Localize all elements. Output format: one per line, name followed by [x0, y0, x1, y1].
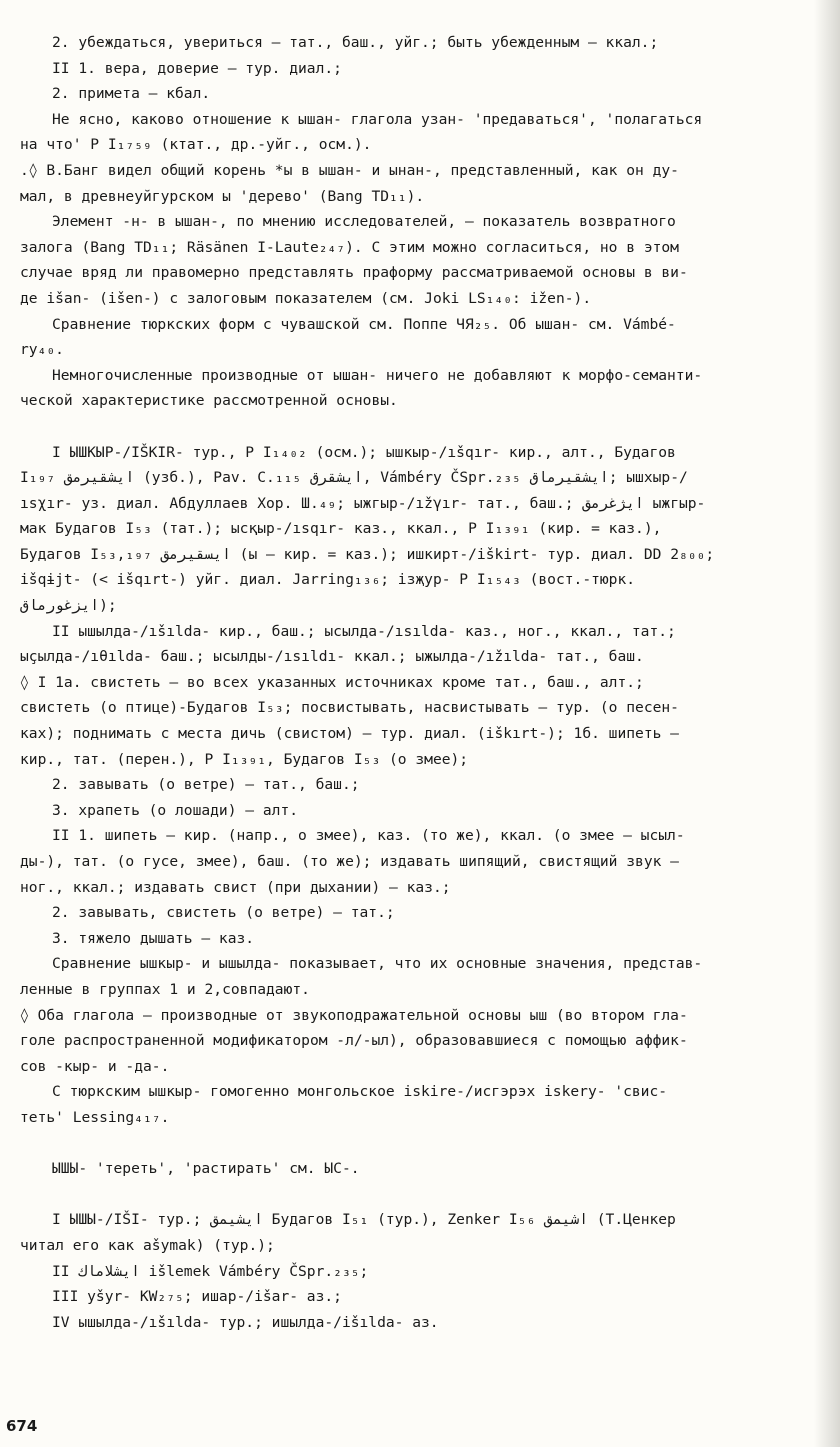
text-line: случае вряд ли правомерно представлять праформу рассматриваемой основы в ви-: [20, 264, 688, 282]
text-line: Сравнение тюркских форм с чувашской см. Поппе ЧЯ₂₅. Об ышан- см. Vámbé-: [52, 315, 676, 333]
text-line: 3. тяжело дышать – каз.: [52, 929, 255, 947]
text-line: ایزغورماق);: [20, 597, 117, 615]
text-line: Будагов I₅₃,₁₉₇ ایسقیرمق (ы – кир. = каз.); ишкирт-/iškirt- тур. диал. DD 2₈₀₀;: [20, 545, 715, 563]
text-line: III yšyr- KW₂₇₅; ишар-/išar- аз.;: [52, 1288, 342, 1306]
page-body: [20, 30, 820, 1335]
text-line: читал его как ašymak) (тур.);: [20, 1236, 275, 1254]
text-line: мал, в древнеуйгурском ы 'дерево' (Bang TD₁₁).: [20, 187, 425, 205]
text-line: I₁₉₇ ایشقیرمق (узб.), Pav. C.₁₁₅ ایشقرق, Vámbéry ČSpr.₂₃₅ ایشقیرماق; ышхыр-/: [20, 469, 688, 487]
text-line: II ایشلاماك išlemek Vámbéry ČSpr.₂₃₅;: [52, 1262, 369, 1280]
text-line: 2. убеждаться, увериться – тат., баш., уйг.; быть убежденным – ккал.;: [52, 34, 659, 51]
text-line: ках); поднимать с места дичь (свистом) – тур. диал. (iškırt-); 1б. шипеть –: [20, 725, 679, 743]
text-line: Сравнение ышкыр- и ышылда- показывает, что их основные значения, представ-: [52, 955, 703, 973]
text-line: на что' Р I₁₇₅₉ (ктат., др.-уйг., осм.).: [20, 136, 372, 154]
blank-line: [20, 1182, 820, 1208]
text-line: I ЫШЫ-/IŠI- тур.; ایشیمق Будагов I₅₁ (тур.), Zenker I₅₆ اشیمق (Т.Ценкер: [52, 1211, 676, 1229]
text-line: I ЫШКЫР-/IŠKIR- тур., Р I₁₄₀₂ (осм.); ышкыр-/ıšqır- кир., алт., Будагов: [52, 443, 676, 461]
blank-line: [20, 414, 820, 440]
text-line: 2. примета – кбал.: [52, 85, 211, 103]
text-line: де išan- (išen-) с залоговым показателем (см. Joki LS₁₄₀: ižen-).: [20, 289, 592, 307]
text-line: II ышылда-/ıšılda- кир., баш.; ысылда-/ısılda- каз., ног., ккал., тат.;: [52, 622, 676, 640]
text-line: теть' Lessing₄₁₇.: [20, 1108, 170, 1126]
page-number: 674: [6, 1417, 38, 1435]
text-line: ısχır- уз. диал. Абдуллаев Хор. Ш.₄₉; ыжгыр-/ıžγır- тат., баш.; ایژغرمق ыжгыр-: [20, 494, 706, 512]
text-line: голе распространенной модификатором -л/-ыл), образовавшиеся с помощью аффик-: [20, 1032, 688, 1050]
text-line: Не ясно, каково отношение к ышан- глагола узан- 'предаваться', 'полагаться: [52, 110, 703, 128]
text-line: .◊ В.Банг видел общий корень *ы в ышан- и ынан-, представленный, как он ду-: [20, 161, 679, 179]
text-line: Немногочисленные производные от ышан- ничего не добавляют к морфо-семанти-: [52, 366, 703, 384]
text-line: сов -кыр- и -да-.: [20, 1057, 170, 1075]
text-line: 3. храпеть (о лошади) – алт.: [52, 801, 299, 819]
text-line: залога (Bang TD₁₁; Räsänen I-Laute₂₄₇). С этим можно согласиться, но в этом: [20, 238, 679, 256]
text-line: ыҫылда-/ıθılda- баш.; ысылды-/ısıldı- ккал.; ыжылда-/ıžılda- тат., баш.: [20, 648, 644, 666]
text-line: ЫШЫ- 'тереть', 'растирать' см. ЫС-.: [52, 1160, 360, 1178]
text-line: кир., тат. (перен.), Р I₁₃₉₁, Будагов I₅₃ (о змее);: [20, 750, 469, 768]
text-line: 2. завывать, свистеть (о ветре) – тат.;: [52, 904, 395, 922]
text-line: мак Будагов I₅₃ (тат.); ысқыр-/ısqır- каз., ккал., Р I₁₃₉₁ (кир. = каз.),: [20, 520, 662, 538]
text-line: II 1. вера, доверие – тур. диал.;: [52, 59, 342, 77]
text-line: С тюркским ышкыр- гомогенно монгольское iskire-/исгэрэх iskery- 'свис-: [52, 1083, 668, 1101]
text-line: ◊ I 1а. свистеть – во всех указанных источниках кроме тат., баш., алт.;: [20, 673, 644, 691]
text-line: II 1. шипеть – кир. (напр., о змее), каз. (то же), ккал. (о змее – ысыл-: [52, 827, 685, 845]
text-line: ног., ккал.; издавать свист (при дыхании) – каз.;: [20, 878, 451, 896]
text-line: ды-), тат. (о гусе, змее), баш. (то же); издавать шипящий, свистящий звук –: [20, 853, 679, 870]
text-line: ленные в группах 1 и 2,совпадают.: [20, 980, 310, 998]
text-line: свистеть (о птице)-Будагов I₅₃; посвистывать, насвистывать – тур. (о песен-: [20, 699, 679, 717]
blank-line: [20, 1131, 820, 1157]
text-line: ry₄₀.: [20, 341, 64, 359]
text-line: ческой характеристике рассмотренной основы.: [20, 392, 398, 410]
text-line: Элемент -н- в ышан-, по мнению исследователей, – показатель возвратного: [52, 213, 676, 231]
text-line: 2. завывать (о ветре) – тат., баш.;: [52, 776, 360, 794]
text-line: IV ышылда-/ıšılda- тур.; ишылда-/išılda- аз.: [52, 1313, 439, 1331]
text-line: ◊ Оба глагола – производные от звукоподражательной основы ыш (во втором гла-: [20, 1006, 688, 1024]
text-line: išqɨjt- (< išqırt-) уйг. диал. Jarring₁₃₆; iзҗур- Р I₁₅₄₃ (вост.-тюрк.: [20, 571, 636, 589]
